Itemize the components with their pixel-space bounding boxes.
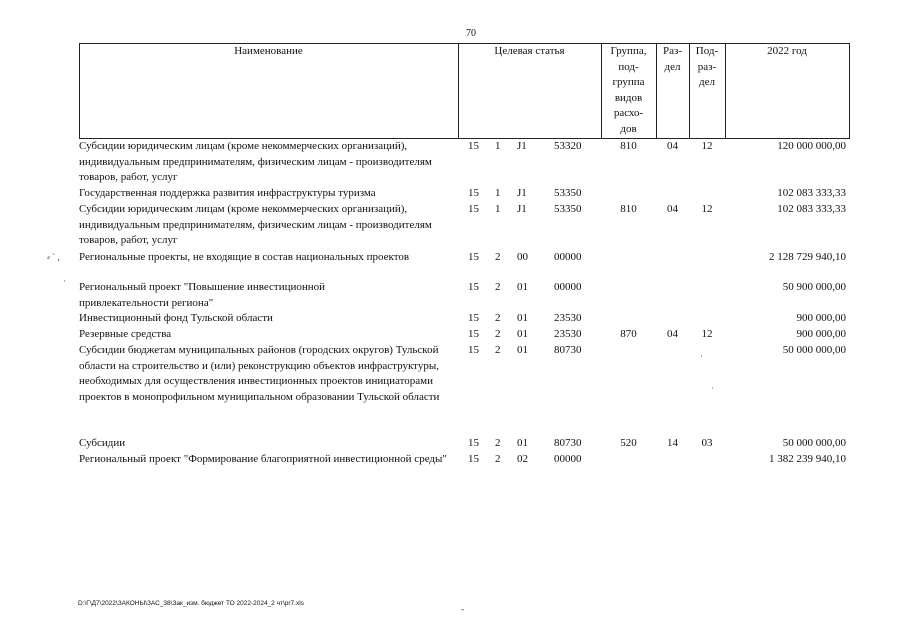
- row-code-3: J1: [517, 140, 527, 152]
- row-amount: 102 083 333,33: [777, 187, 846, 199]
- row-code-1: 15: [468, 140, 479, 152]
- row-name: Субсидии юридическим лицам (кроме некоммерческих организаций), индивидуальным предпринимателям, физическим лицам - производителям товаров, работ, услуг: [79, 140, 432, 183]
- row-code-1: 15: [468, 251, 479, 263]
- row-name: Региональные проекты, не входящие в состав национальных проектов: [79, 251, 410, 263]
- row-subsection: 12: [701, 328, 713, 340]
- row-code-2: 2: [495, 251, 501, 263]
- row-code-1: 15: [468, 437, 479, 449]
- row-code-3: 01: [517, 281, 528, 293]
- row-group: 810: [620, 203, 637, 215]
- row-code-4: 80730: [554, 437, 582, 449]
- row-code-1: 15: [468, 328, 479, 340]
- row-code-1: 15: [468, 453, 479, 465]
- row-code-2: 1: [495, 140, 501, 152]
- scan-mark: -: [461, 604, 464, 614]
- row-code-2: 2: [495, 437, 501, 449]
- row-code-3: 01: [517, 328, 528, 340]
- row-section: 04: [667, 328, 678, 340]
- row-amount: 900 000,00: [796, 328, 846, 340]
- header-name: Наименование: [234, 45, 303, 57]
- row-code-4: 23530: [554, 312, 582, 324]
- row-group: 810: [620, 140, 637, 152]
- row-code-4: 23530: [554, 328, 582, 340]
- row-amount: 1 382 239 940,10: [769, 453, 846, 465]
- row-code-3: 01: [517, 312, 528, 324]
- row-amount: 120 000 000,00: [777, 140, 846, 152]
- row-code-1: 15: [468, 187, 479, 199]
- row-name: Региональный проект "Формирование благоприятной инвестиционной среды": [79, 453, 447, 465]
- row-code-3: 00: [517, 251, 528, 263]
- row-amount: 102 083 333,33: [777, 203, 846, 215]
- row-code-4: 53350: [554, 187, 582, 199]
- row-code-2: 2: [495, 453, 501, 465]
- header-group: Группа, под- группа видов расхо- дов: [610, 45, 647, 135]
- row-amount: 50 900 000,00: [782, 281, 846, 293]
- row-name: Субсидии бюджетам муниципальных районов (городских округов) Тульской области на строительство и (или) реконструкцию объектов инфраструктуры, необходимых для осуществления инвестиционных проектов инициаторами проектов в монопрофильном муниципальном образовании Тульской области: [79, 344, 440, 403]
- header-section: Раз- дел: [662, 45, 682, 73]
- header-year: 2022 год: [767, 45, 807, 57]
- row-subsection: 12: [701, 203, 713, 215]
- scan-mark: ˙: [63, 279, 66, 289]
- page-number: 70: [466, 28, 476, 39]
- row-code-3: J1: [517, 187, 527, 199]
- row-code-1: 15: [468, 281, 479, 293]
- row-code-2: 1: [495, 203, 501, 215]
- row-amount: 900 000,00: [796, 312, 846, 324]
- row-amount: 50 000 000,00: [782, 344, 846, 356]
- scan-mark: ˙: [711, 386, 714, 396]
- row-section: 04: [667, 140, 678, 152]
- row-group: 520: [620, 437, 637, 449]
- row-amount: 2 128 729 940,10: [769, 251, 846, 263]
- header-subsection: Под- раз- дел: [695, 45, 719, 88]
- row-code-4: 53350: [554, 203, 582, 215]
- row-subsection: 12: [701, 140, 713, 152]
- row-code-3: J1: [517, 203, 527, 215]
- row-name: Субсидии: [79, 437, 126, 449]
- row-name: Резервные средства: [79, 328, 172, 340]
- row-code-2: 2: [495, 312, 501, 324]
- row-code-4: 80730: [554, 344, 582, 356]
- row-code-1: 15: [468, 312, 479, 324]
- row-code-3: 01: [517, 437, 528, 449]
- row-name: Субсидии юридическим лицам (кроме некоммерческих организаций), индивидуальным предпринимателям, физическим лицам - производителям товаров, работ, услуг: [79, 203, 432, 246]
- row-code-2: 1: [495, 187, 501, 199]
- row-amount: 50 000 000,00: [782, 437, 846, 449]
- row-code-2: 2: [495, 281, 501, 293]
- row-code-2: 2: [495, 344, 501, 356]
- row-subsection: 03: [701, 437, 713, 449]
- row-code-1: 15: [468, 203, 479, 215]
- row-section: 04: [667, 203, 678, 215]
- header-divider: [849, 43, 850, 139]
- scan-mark: ⸗ ˋ ,: [47, 252, 60, 262]
- row-name: Региональный проект "Повышение инвестиционной привлекательности региона": [79, 281, 326, 309]
- row-code-4: 00000: [554, 281, 582, 293]
- row-group: 870: [620, 328, 637, 340]
- row-code-4: 00000: [554, 251, 582, 263]
- row-code-4: 00000: [554, 453, 582, 465]
- row-name: Инвестиционный фонд Тульской области: [79, 312, 273, 324]
- row-code-4: 53320: [554, 140, 582, 152]
- scan-mark: ˙: [700, 354, 703, 364]
- header-target: Целевая статья: [494, 45, 565, 57]
- row-code-1: 15: [468, 344, 479, 356]
- row-name: Государственная поддержка развития инфраструктуры туризма: [79, 187, 376, 199]
- file-path-footer: D:\Г\Д7\2022\ЗАКОНЫ\ЗАС_38\Зак_изм. бюджет ТО 2022-2024_2 чт\pr7.xls: [78, 600, 304, 607]
- row-code-2: 2: [495, 328, 501, 340]
- row-code-3: 01: [517, 344, 528, 356]
- row-section: 14: [667, 437, 678, 449]
- row-code-3: 02: [517, 453, 528, 465]
